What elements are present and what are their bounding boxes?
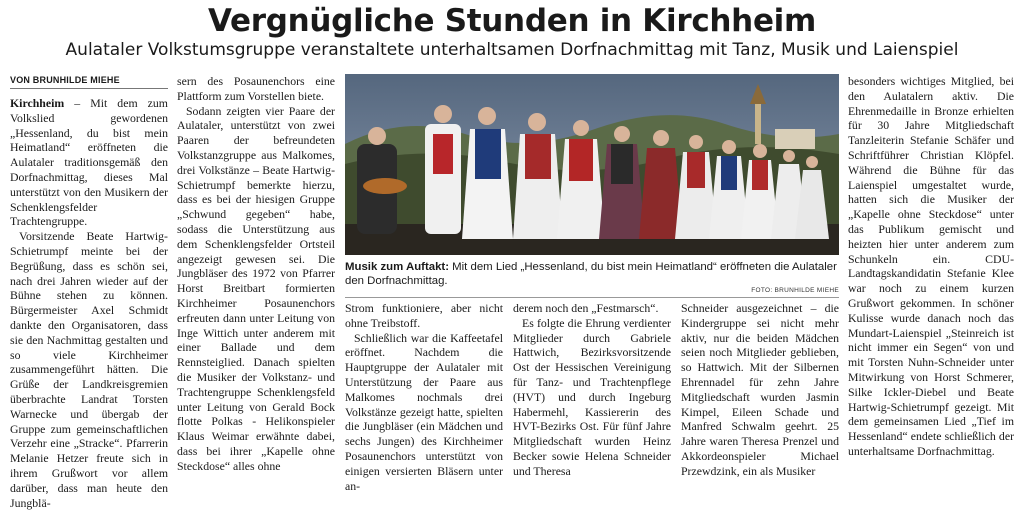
article-column-4 [513, 301, 671, 490]
article-column-1 [10, 96, 168, 510]
paragraph: Schließlich war die Kaffeetafel eröffnet. Nachdem die Hauptgruppe der Aulataler mit Unterstützung der Paare aus Malkomes nochmals drei Volkstänze gezeigt hatte, spielten die Jungbläser (ein Mädchen und sechs Jungen) des Kirchheimer Posaunenchors unterstützt von einigen versierten Bläsern unter an- [345, 330, 503, 493]
paragraph: Sodann zeigten vier Paare der Aulataler, unterstützt von zwei Paaren der befreundeten Volkstanzgruppe aus Malkomes, drei Volkstänze – Beate Hartwig-Schietrumpf bemerkte hierzu, dass es bei der hiesigen Gruppe „Schwund gegeben“ habe, sodass die Unterstützung aus dem Schenklengsfelder Ortsteil angezeigt gewesen sei. Die Jungbläser des 1972 von Pfarrer Horst Breitbart formierten Kirchheimer Posaunenchors erfreuten dann unter Leitung von Inge Wittich unter anderem mit einer Ballade und dem Rennsteiglied. Danach spielten die Musiker der Volkstanz- und Trachtengruppe Schenklengsfeld unter Leitung von Gerald Bock flotte Polkas - Helikonspieler Klaus Weimar erwähnte dabei, dass bei ihrer „Kapelle ohne Steckdose“ alles ohne [177, 103, 335, 473]
paragraph: sern des Posaunenchors eine Plattform zum Vorstellen biete. [177, 74, 335, 103]
paragraph: derem noch den „Festmarsch“. [513, 301, 659, 315]
paragraph-text: – Mit dem zum Volkslied gewordenen „Hessenland, du bist mein Heimatland“ eröffneten die Aulataler traditionsgemäß den Dorfnachmittag, dieses Mal unterstützt von den Musikern der Schenklengsfelder Trachtengruppe. [10, 96, 168, 229]
photo-caption [345, 260, 839, 288]
headline: Vergnügliche Stunden in Kirchheim [208, 3, 816, 39]
caption-divider [345, 297, 839, 298]
article-column-2 [177, 74, 335, 490]
caption-lead: Musik zum Auftakt: [345, 261, 449, 273]
caption-text: Mit dem Lied „Hessenland, du bist mein Heimatland“ eröffneten die Aulataler den Dorfnachmittag. [345, 261, 837, 287]
article-column-3 [345, 301, 503, 493]
paragraph: Schneider ausgezeichnet – die Kindergruppe sei nicht mehr aktiv, nur die beiden Mädchen seien noch Mitglieder geblieben, so Hattwich. Mit der Silbernen Ehrennadel für zehn Jahre Mitgliedschaft wurden Jasmin Kimpel, Eileen Schade und Manfred Schwalm geehrt. 25 Jahre waren Theresa Prenzel und Akkordeonspieler Michael Przewdzink, ein als Musiker [681, 301, 839, 478]
byline: VON BRUNHILDE MIEHE [10, 75, 168, 89]
article-photo [345, 74, 839, 255]
dateline: Kirchheim [10, 96, 65, 110]
photo-illustration [345, 74, 839, 255]
article-column-6 [848, 74, 1014, 490]
paragraph: besonders wichtiges Mitglied, bei den Aulatalern aktiv. Die Ehrenmedaille in Bronze erhielten für 30 Jahre Mitgliedschaft Tanzleiterin Stefanie Schäfer und Schriftführer Christian Klöpfel. Während die Bühne für das Laienspiel umgestaltet wurde, hatten sich die Musiker der „Kapelle ohne Steckdose“ unter das Publikum gemischt und heizten hier unter anderem zum Schunkeln ein. CDU-Landtagskandidatin Stefanie Klee war noch zu einem kurzen Grußwort gekommen. In schöner Kulisse wurde danach noch das Mundart-Laienspiel „Steinreich ist nicht immer ein Segen“ von und mit Torsten Nuhn-Schneider unter Mitwirkung von Horst Schmerer, Silke Ickler-Diebel und Beate Hartwig-Schietrumpf gezeigt. Mit dem gemeinsamen Lied „Tief im Hessenland“ endete schließlich der unterhaltsame Dorfnachmittag. [848, 74, 1014, 458]
paragraph: Vorsitzende Beate Hartwig-Schietrumpf meinte bei der Begrüßung, dass es schön sei, nach drei Jahren wieder auf der Bühne stehen zu können. Bürgermeister Axel Schmidt dankte den Organisatoren, dass sie den Nachmittag gestalten und so viele Kirchheimer zusammengeführt hätten. Die Grüße der Landkreisgremien überbrachte Landrat Torsten Warnecke und übergab der Gruppe zum gemeinschaftlichen Verzehr eine „Stracke“. Pfarrerin Melanie Hetzer freute sich in ihrem Grußwort vor allem darüber, dass man heute den Jungblä- [10, 229, 168, 510]
article-column-5 [681, 301, 839, 490]
paragraph: Es folgte die Ehrung verdienter Mitglieder durch Gabriele Hattwich, Bezirksvorsitzende Ost der Hessischen Vereinigung für Tanz- und Trachtenpflege (HVT) und durch Ingeburg Habermehl, Kassiererin des HVT-Bezirks Ost. Für fünf Jahre Mitgliedschaft wurden Heinz Becker sowie Helena Schneider und Theresa [513, 315, 671, 478]
paragraph [10, 96, 168, 229]
photo-credit: FOTO: BRUNHILDE MIEHE [751, 287, 839, 294]
paragraph: Strom funktioniere, aber nicht ohne Treibstoff. [345, 301, 503, 330]
subheadline: Aulataler Volkstumsgruppe veranstaltete unterhaltsamen Dorfnachmittag mit Tanz, Musik und Laienspiel [65, 40, 959, 60]
